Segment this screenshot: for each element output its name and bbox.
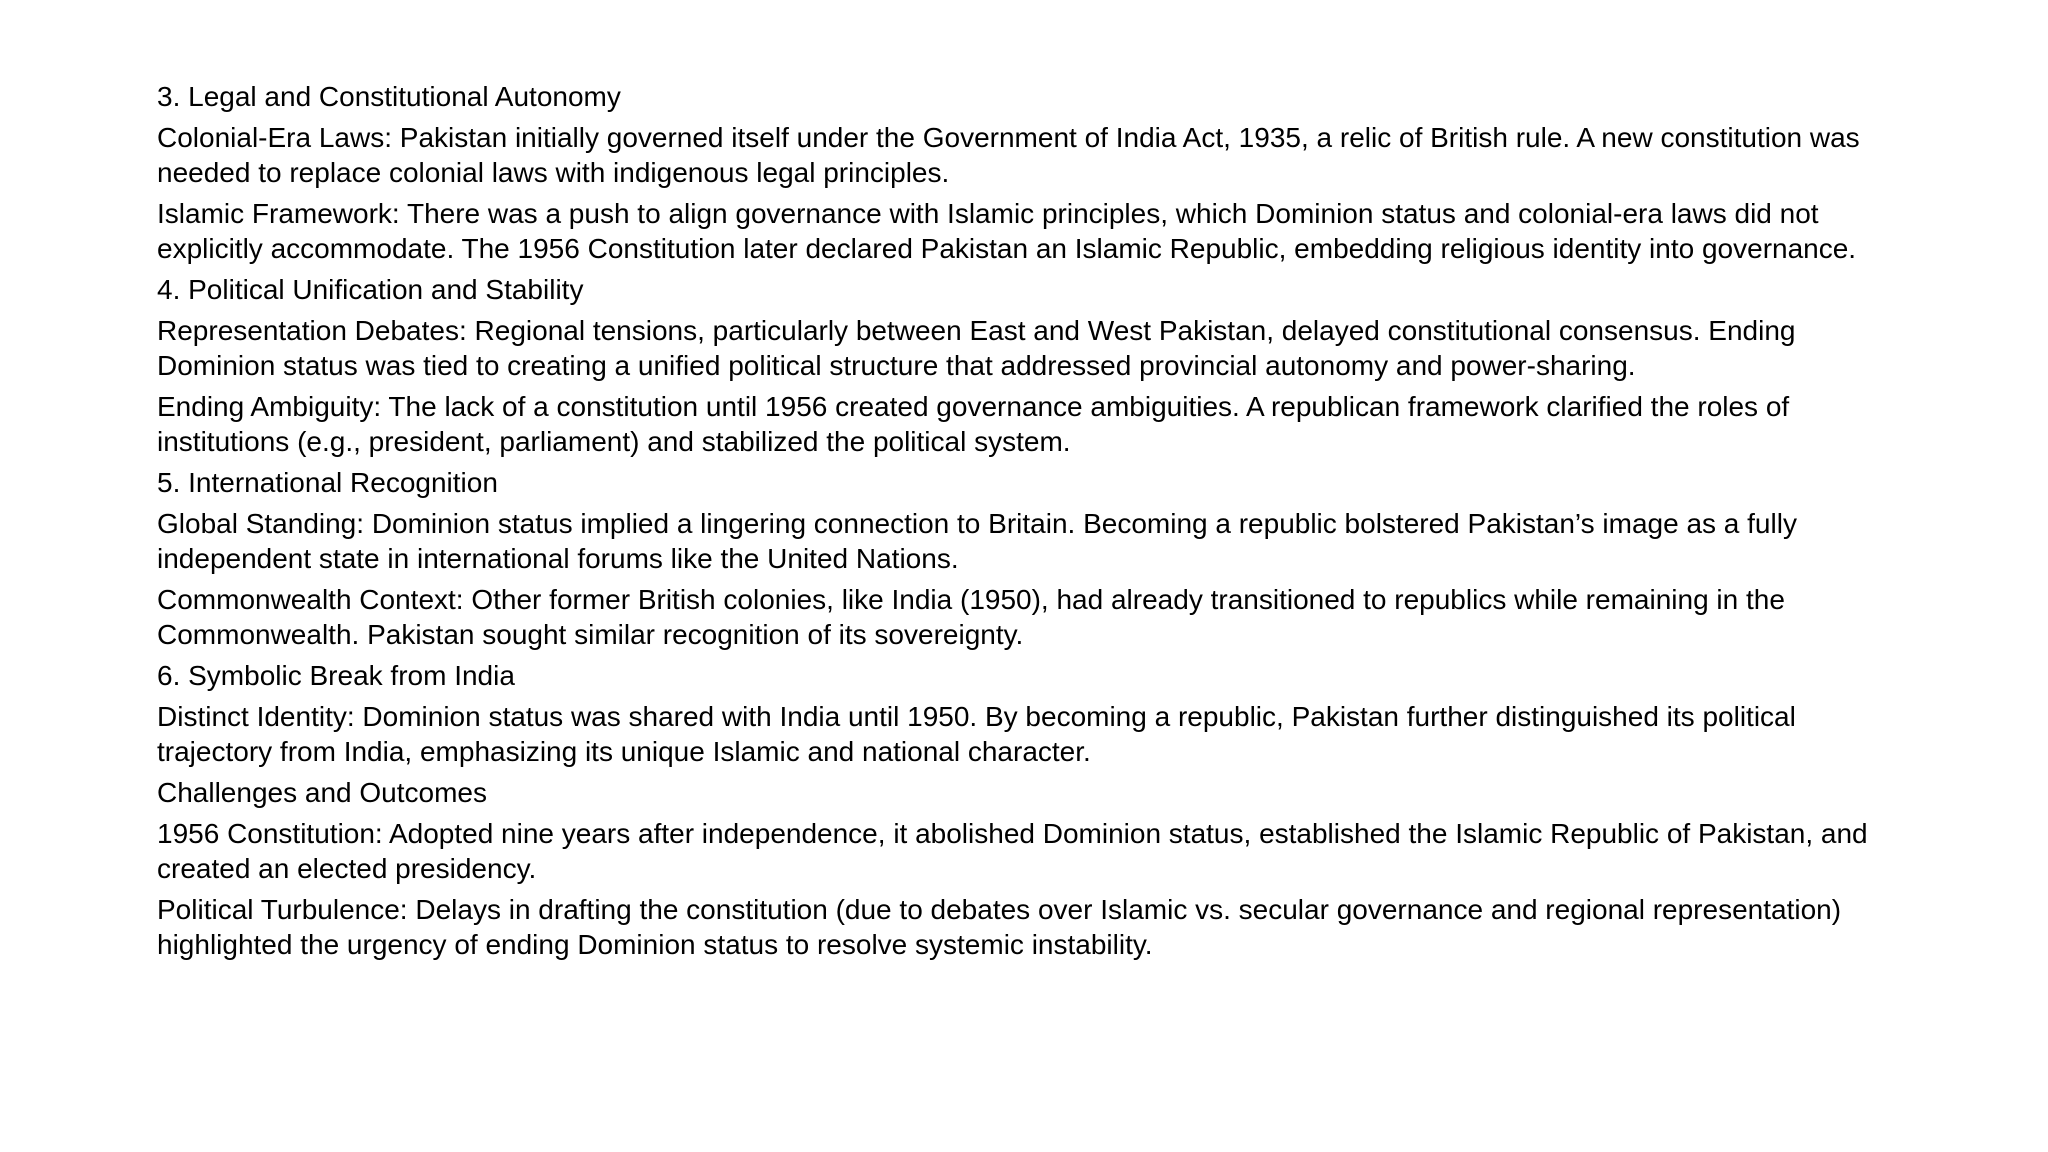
paragraph-representation-debates: Representation Debates: Regional tensions, particularly between East and West Pakistan, delayed constitutional consensus. Ending Dominion status was tied to creating a unified political structure that addressed provincial autonomy and power-sharing.	[157, 315, 1796, 381]
paragraph-global-standing: Global Standing: Dominion status implied a lingering connection to Britain. Becoming a republic bolstered Pakistan’s image as a fully independent state in international forums like the United Nations.	[157, 508, 1797, 574]
paragraph-colonial-era-laws: Colonial-Era Laws: Pakistan initially governed itself under the Government of India Act, 1935, a relic of British rule. A new constitution was needed to replace colonial laws with indigenous legal principles.	[157, 122, 1860, 188]
heading-political-unification: 4. Political Unification and Stability	[157, 274, 584, 305]
paragraph-commonwealth-context: Commonwealth Context: Other former British colonies, like India (1950), had already transitioned to republics while remaining in the Commonwealth. Pakistan sought similar recognition of its sovereignty.	[157, 584, 1785, 650]
paragraph-islamic-framework: Islamic Framework: There was a push to align governance with Islamic principles, which Dominion status and colonial-era laws did not explicitly accommodate. The 1956 Constitution later declared Pakistan an Islamic Republic, embedding religious identity into governance.	[157, 198, 1857, 264]
heading-international-recognition: 5. International Recognition	[157, 467, 498, 498]
slide-text-body	[157, 79, 1897, 968]
paragraph-1956-constitution: 1956 Constitution: Adopted nine years after independence, it abolished Dominion status, established the Islamic Republic of Pakistan, and created an elected presidency.	[157, 818, 1868, 884]
paragraph-distinct-identity: Distinct Identity: Dominion status was shared with India until 1950. By becoming a republic, Pakistan further distinguished its political trajectory from India, emphasizing its unique Islamic and national character.	[157, 701, 1796, 767]
heading-symbolic-break: 6. Symbolic Break from India	[157, 660, 515, 691]
heading-legal-constitutional-autonomy: 3. Legal and Constitutional Autonomy	[157, 81, 621, 112]
paragraph-political-turbulence: Political Turbulence: Delays in drafting the constitution (due to debates over Islamic vs. secular governance and regional representation) highlighted the urgency of ending Dominion status to resolve systemic instability.	[157, 894, 1842, 960]
paragraph-ending-ambiguity: Ending Ambiguity: The lack of a constitution until 1956 created governance ambiguities. A republican framework clarified the roles of institutions (e.g., president, parliament) and stabilized the political system.	[157, 391, 1790, 457]
heading-challenges-outcomes: Challenges and Outcomes	[157, 777, 487, 808]
